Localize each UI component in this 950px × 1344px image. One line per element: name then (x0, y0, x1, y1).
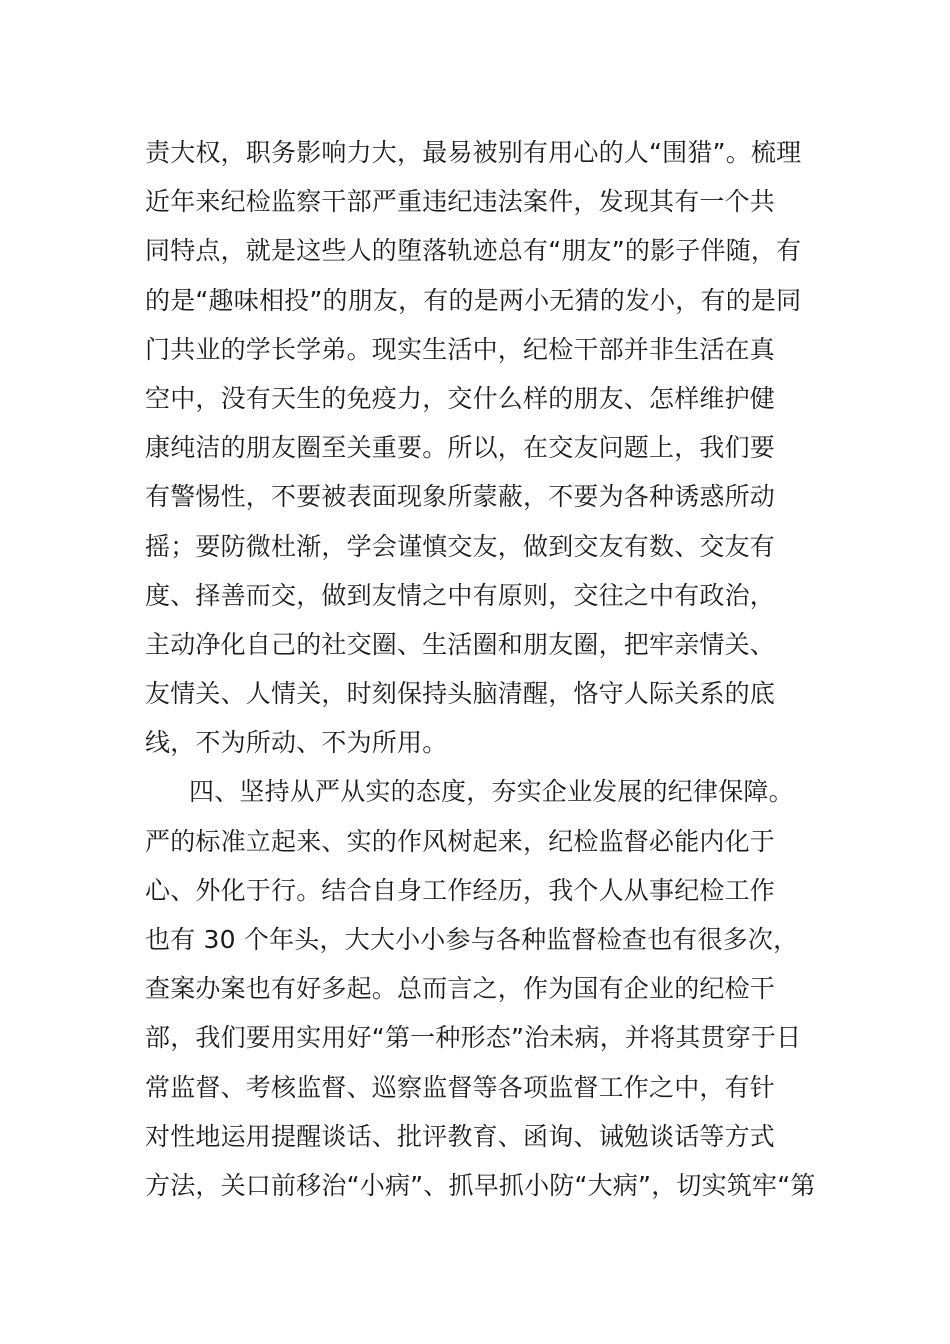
text-line: 同特点，就是这些人的堕落轨迹总有“朋友”的影子伴随，有 (145, 236, 802, 266)
section-four-paragraph (145, 767, 816, 1210)
text-line: 空中，没有天生的免疫力，交什么样的朋友、怎样维护健 (145, 383, 776, 413)
text-line: 门共业的学长学弟。现实生活中，纪检干部并非生活在真 (145, 334, 776, 364)
text-line: 对性地运用提醒谈话、批评教育、函询、诫勉谈话等方式 (145, 1121, 776, 1151)
text-line: 常监督、考核监督、巡察监督等各项监督工作之中，有针 (145, 1072, 776, 1102)
text-line: 责大权，职务影响力大，最易被别有用心的人“围猎”。梳理 (145, 138, 802, 167)
text-line: 严的标准立起来、实的作风树起来，纪检监督必能内化于 (145, 826, 776, 856)
text-line: 近年来纪检监察干部严重违纪违法案件，发现其有一个共 (145, 187, 776, 217)
text-line: 主动净化自己的社交圈、生活圈和朋友圈，把牢亲情关、 (145, 629, 776, 659)
text-line: 度、择善而交，做到友情之中有原则，交往之中有政治， (145, 580, 776, 610)
text-line: 有警惕性，不要被表面现象所蒙蔽，不要为各种诱惑所动 (145, 482, 776, 512)
text-line: 康纯洁的朋友圈至关重要。所以，在交友问题上，我们要 (145, 433, 776, 463)
text-line: 心、外化于行。结合自身工作经历，我个人从事纪检工作 (145, 875, 776, 905)
paragraph-continued (145, 128, 805, 767)
text-line: 的是“趣味相投”的朋友，有的是两小无猜的发小，有的是同 (145, 285, 802, 315)
text-line: 部，我们要用实用好“第一种形态”治未病，并将其贯穿于日 (145, 1023, 802, 1053)
section-heading-line: 四、坚持从严从实的态度，夯实企业发展的纪律保障。 (189, 777, 794, 807)
body-text (145, 128, 816, 1210)
text-line: 友情关、人情关，时刻保持头脑清醒，恪守人际关系的底 (145, 679, 776, 709)
text-line: 摇；要防微杜渐，学会谨慎交友，做到交友有数、交友有 (145, 531, 776, 561)
text-line: 方法，关口前移治“小病”、抓早抓小防“大病”，切实筑牢“第 (145, 1170, 816, 1200)
text-line: 查案办案也有好多起。总而言之，作为国有企业的纪检干 (145, 974, 776, 1004)
text-line: 线，不为所动、不为所用。 (145, 728, 448, 758)
text-line: 也有 30 个年头，大大小小参与各种监督检查也有很多次， (145, 925, 799, 954)
